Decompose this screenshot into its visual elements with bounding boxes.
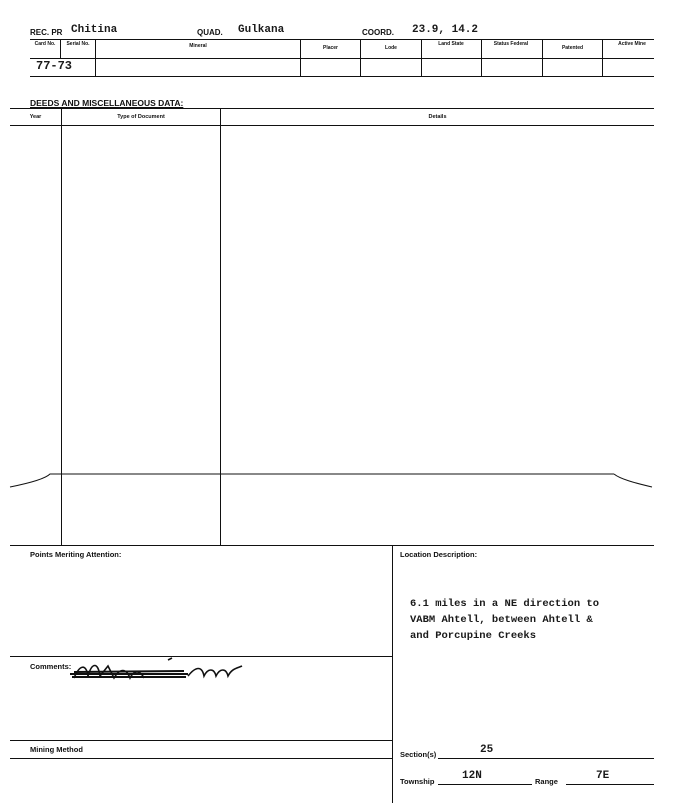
header-bottom-rule [30, 76, 654, 77]
range-underline [566, 784, 654, 785]
fold-line [0, 465, 678, 495]
mining-method-label: Mining Method [30, 745, 83, 754]
location-label: Location Description: [400, 550, 478, 559]
mining-top-rule [10, 740, 392, 741]
header-mid-rule [30, 58, 654, 59]
col-header-lode: Lode [385, 45, 397, 51]
location-description [410, 596, 599, 644]
mining-bottom-rule [10, 758, 392, 759]
col-header-mineral: Mineral [189, 43, 207, 49]
deeds-header-rule [10, 125, 654, 126]
section-underline [438, 758, 654, 759]
township-underline [438, 784, 532, 785]
coord-value: 23.9, 14.2 [412, 24, 479, 36]
col-header-serial-no: Serial No. [66, 41, 90, 47]
deeds-section-title: DEEDS AND MISCELLANEOUS DATA: [30, 98, 184, 108]
comments-label: Comments: [30, 662, 72, 671]
range-value: 7E [596, 770, 610, 782]
township-label: Township [400, 777, 435, 786]
deeds-col-type: Type of Document [117, 114, 165, 120]
range-label: Range [535, 777, 558, 786]
deeds-col-details: Details [428, 114, 447, 120]
location-line: 6.1 miles in a NE direction to [410, 598, 600, 610]
col-header-status-federal: Status Federal [493, 41, 529, 47]
bottom-center-divider [392, 545, 393, 803]
card-number: 77-73 [36, 59, 73, 73]
rec-label: REC. PR [30, 28, 63, 37]
col-divider [421, 40, 422, 77]
col-header-land-state: Land State [438, 41, 464, 47]
col-header-active-mine: Active Mine [618, 41, 646, 47]
location-line: and Porcupine Creeks [410, 630, 537, 642]
coord-label: COORD. [362, 28, 394, 37]
col-header-card-no: Card No. [34, 41, 56, 47]
col-header-placer: Placer [322, 45, 338, 51]
township-value: 12N [462, 770, 482, 782]
section-value: 25 [480, 744, 494, 756]
col-divider [481, 40, 482, 77]
header-top-rule [30, 39, 654, 40]
points-label: Points Meriting Attention: [30, 550, 122, 559]
col-divider [602, 40, 603, 77]
quad-value: Gulkana [238, 24, 285, 36]
location-line: VABM Ahtell, between Ahtell & [410, 614, 593, 626]
deeds-top-rule [10, 108, 654, 109]
deeds-bottom-rule [10, 545, 654, 546]
quad-label: QUAD. [197, 28, 223, 37]
rec-value: Chitina [71, 24, 118, 36]
deeds-col-year: Year [29, 114, 42, 120]
scribble-mark [68, 656, 248, 688]
section-label: Section(s) [400, 750, 437, 759]
col-header-patented: Patented [561, 45, 584, 51]
